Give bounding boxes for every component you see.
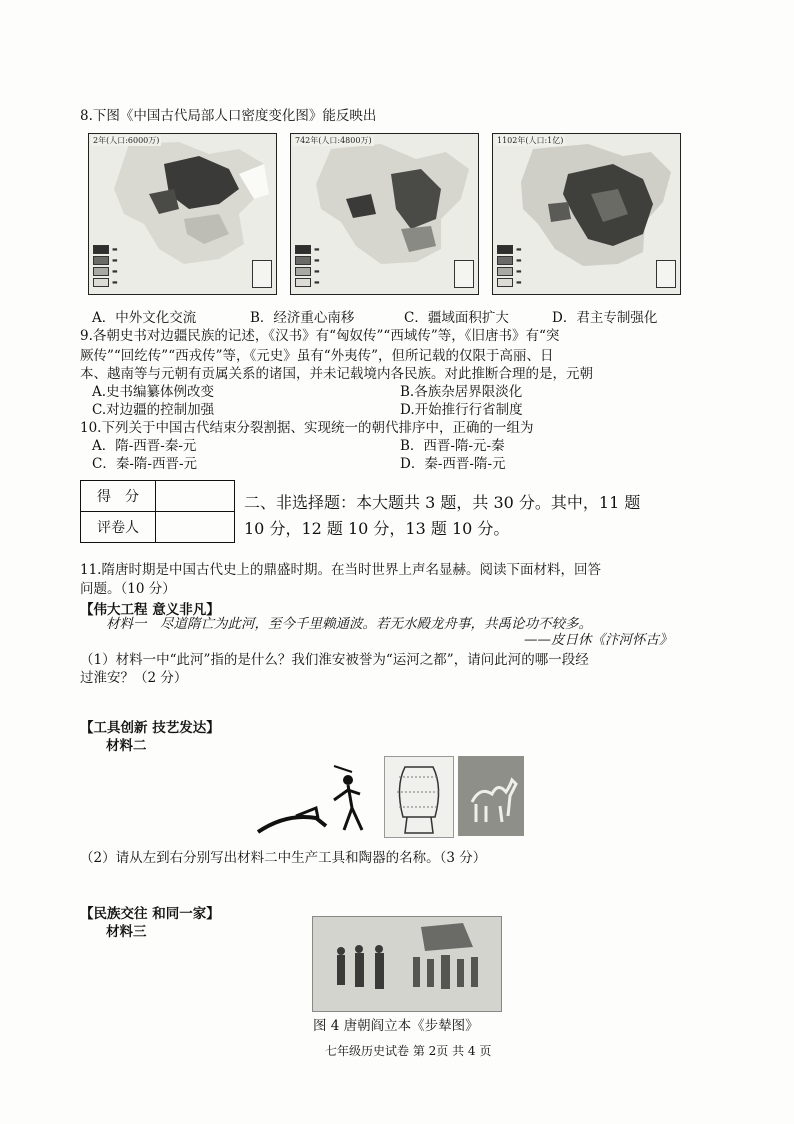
material-2-label: 材料二 xyxy=(106,738,147,754)
q9-option-d: D.开始推行行省制度 xyxy=(400,402,523,418)
q8-option-b: B．经济重心南移 xyxy=(250,310,355,326)
section-2-heading-cont: 10 分，12 题 10 分，13 题 10 分。 xyxy=(244,519,510,538)
map-2-legend: ▬ ▬ ▬ ▬ xyxy=(295,244,339,288)
material-1: 材料一 尽道隋亡为此河，至今千里赖通波。若无水殿龙舟事，共禹论功不较多。 xyxy=(106,616,592,632)
part-3-title: 【民族交往 和同一家】 xyxy=(80,906,220,922)
q11-sub-1-line-2: 过淮安？（2 分） xyxy=(80,670,188,686)
material-3-label: 材料三 xyxy=(106,924,147,940)
tang-sancai-pottery-image xyxy=(384,756,454,838)
score-box[interactable] xyxy=(156,481,235,512)
grader-label: 评卷人 xyxy=(81,512,156,543)
q10-option-c: C．秦-隋-西晋-元 xyxy=(92,456,198,472)
q8-option-c: C．疆域面积扩大 xyxy=(404,310,509,326)
q9-option-b: B.各族杂居界限淡化 xyxy=(400,384,523,400)
q10-option-a: A．隋-西晋-秦-元 xyxy=(92,438,197,454)
map-3-caption: 1102年(人口:1亿) xyxy=(497,136,564,145)
part-2-title: 【工具创新 技艺发达】 xyxy=(80,720,220,736)
score-label: 得 分 xyxy=(81,481,156,512)
map-1-inset xyxy=(252,260,272,288)
q11-sub-2: （2）请从左到右分别写出材料二中生产工具和陶器的名称。（3 分） xyxy=(80,850,487,866)
q10-stem: 10.下列关于中国古代结束分裂割据、实现统一的朝代排序中，正确的一组为 xyxy=(80,420,534,436)
map-2-inset xyxy=(454,260,474,288)
q8-stem: 8.下图《中国古代局部人口密度变化图》能反映出 xyxy=(80,108,377,124)
camel-figure-pottery-image xyxy=(458,756,524,836)
part-1-title: 【伟大工程 意义非凡】 xyxy=(80,602,220,618)
q9-line-2: 厥传”“回纥传”“西戎传”等，《元史》虽有“外夷传”，但所记载的仅限于高丽、日 xyxy=(80,348,554,364)
q9-line-1: 9.各朝史书对边疆民族的记述，《汉书》有“匈奴传”“西域传”等，《旧唐书》有“突 xyxy=(80,328,560,344)
map-1-caption: 2年(人口:6000万) xyxy=(93,136,160,145)
page-footer: 七年级历史试卷 第 2页 共 4 页 xyxy=(325,1044,492,1058)
q11-intro-1: 11.隋唐时期是中国古代史上的鼎盛时期。在当时世界上声名显赫。阅读下面材料，回答 xyxy=(80,562,601,578)
population-map-3 xyxy=(492,133,681,295)
score-table xyxy=(80,480,235,543)
q9-option-a: A.史书编纂体例改变 xyxy=(92,384,215,400)
q10-option-b: B．西晋-隋-元-秦 xyxy=(400,438,505,454)
map-2-caption: 742年(人口:4800万) xyxy=(295,136,372,145)
map-3-inset xyxy=(656,260,676,288)
q10-option-d: D．秦-西晋-隋-元 xyxy=(400,456,506,472)
q8-option-a: A．中外文化交流 xyxy=(92,310,197,326)
q8-option-d: D．君主专制强化 xyxy=(552,310,658,326)
map-3-legend: ▬ ▬ ▬ ▬ xyxy=(497,244,541,288)
figure-4-caption: 图 4 唐朝阎立本《步辇图》 xyxy=(313,1018,479,1034)
population-map-2 xyxy=(290,133,479,295)
material-1-source: ——皮日休《汴河怀古》 xyxy=(524,632,673,648)
grader-box[interactable] xyxy=(156,512,235,543)
q9-line-3: 本、越南等与元朝有贡属关系的诸国，并未记载境内各民族。对此推断合理的是，元朝 xyxy=(80,366,593,382)
q11-sub-1-line-1: （1）材料一中“此河”指的是什么？我们淮安被誉为“运河之都”，请问此河的哪一段经 xyxy=(80,652,589,668)
curved-plough-image xyxy=(256,758,380,836)
bunian-tu-painting-image xyxy=(312,916,502,1012)
q11-intro-2: 问题。（10 分） xyxy=(80,581,176,597)
map-1-legend: ▬ ▬ ▬ ▬ xyxy=(93,244,137,288)
q9-option-c: C.对边疆的控制加强 xyxy=(92,402,215,418)
population-map-1 xyxy=(88,133,277,295)
section-2-heading: 二、非选择题：本大题共 3 题，共 30 分。其中，11 题 xyxy=(244,493,641,512)
